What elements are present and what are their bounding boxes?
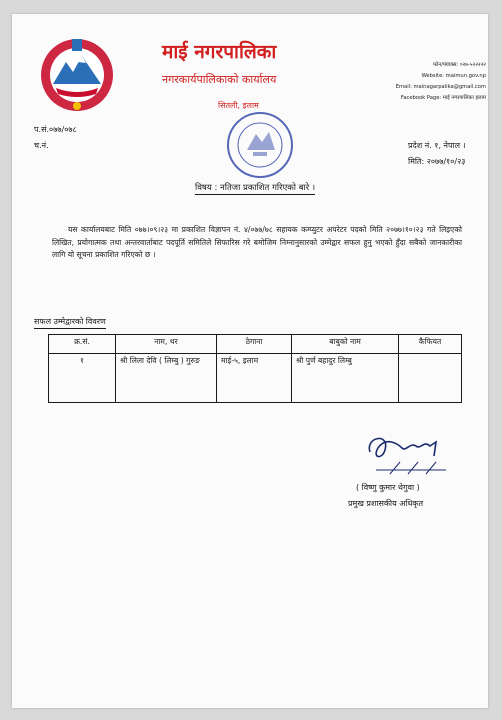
cell-remarks xyxy=(399,354,462,403)
header-serial: क्र.सं. xyxy=(49,335,116,354)
email-link[interactable]: Email: mainagarpalika@gmail.com xyxy=(395,84,486,90)
contact-block xyxy=(368,60,486,104)
signatory-name: ( विष्णु कुमार थेगुवा ) xyxy=(356,483,420,492)
phone-text: फोन/फ्याक्स: ०२७-५२२२२२ xyxy=(433,62,486,68)
cell-father-name: श्री पुर्ण बहादुर लिम्बु xyxy=(292,354,399,403)
header-name: नाम, थर xyxy=(116,335,217,354)
nepal-emblem-logo xyxy=(38,36,116,114)
facebook-link[interactable]: Facebook Page: माई नगरपालिका इलाम xyxy=(400,95,486,101)
header-father-name: बाबुको नाम xyxy=(292,335,399,354)
table-row xyxy=(49,354,462,403)
cell-address: माई-५, इलाम xyxy=(217,354,292,403)
province-line: प्रदेश नं. १, नेपाल । xyxy=(408,141,466,150)
notice-body: यस कार्यालयबाट मिति ०७७।०९।२३ मा प्रकाशित विज्ञापन नं. ४/०७७/७८ सहायक कम्प्युटर अपरेटर पदको मिति २०७७।१०।२३ गते लिइएको लिखित, प्रयोगात्मक तथा अन्तरवार्ताबाट पदपूर्ति समितिले सिफारिस गरे बमोजिम निम्नानुसारको उम्मेद्वार सफल हुनु भएको हुँदा सबैको जानकारीका लागि यो सूचना प्रकाशित गरिएको छ । xyxy=(52,225,462,259)
subject-line: विषय : नतिजा प्रकाशित गरिएको बारे । xyxy=(195,183,316,193)
letter-page xyxy=(12,14,488,708)
dispatch-number: च.नं. xyxy=(34,141,49,150)
header-address: ठेगाना xyxy=(217,335,292,354)
office-name: नगरकार्यपालिकाको कार्यालय xyxy=(162,73,277,86)
header-remarks: कैफियत xyxy=(399,335,462,354)
results-table xyxy=(48,334,462,403)
office-location: सितली, इलाम xyxy=(218,101,259,110)
reference-number: प.सं.०७७/०७८ xyxy=(34,125,77,134)
cell-name: श्री लिला देवि ( लिम्बु ) गुरुङ xyxy=(116,354,217,403)
letter-date: मिति: २०७७/१०/२३ xyxy=(408,157,466,166)
municipality-name: माई नगरपालिका xyxy=(162,41,277,63)
section-title: सफल उम्मेद्वारको विवरण xyxy=(34,316,106,329)
signatory-title: प्रमुख प्रशासकीय अधिकृत xyxy=(348,499,424,508)
handwritten-signature xyxy=(360,422,460,482)
office-stamp xyxy=(225,110,295,180)
table-header-row xyxy=(49,335,462,354)
cell-serial: १ xyxy=(49,354,116,403)
website-link[interactable]: Website: maimun.gov.np xyxy=(421,73,486,79)
